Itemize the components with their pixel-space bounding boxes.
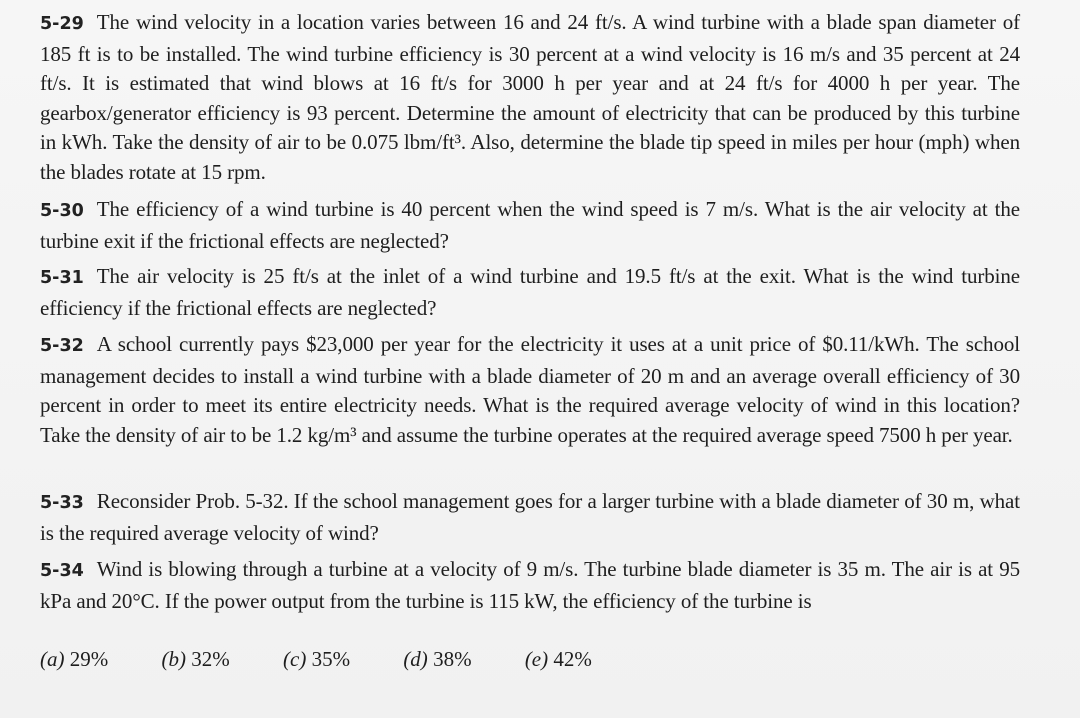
- problem-number: 5-33: [40, 493, 84, 513]
- choice-c: (c) 35%: [283, 647, 351, 671]
- choice-a: (a) 29%: [40, 647, 109, 671]
- problem-text: Wind is blowing through a turbine at a velocity of 9 m/s. The turbine blade diameter is 35 m. The air is at 95 kPa and 20°C. If the power output from the turbine is 115 kW, the efficiency of the turbine is: [40, 557, 1020, 613]
- problem-5-29: [40, 8, 1020, 187]
- problem-text: The air velocity is 25 ft/s at the inlet of a wind turbine and 19.5 ft/s at the exit. What is the wind turbine efficiency if the frictional effects are neglected?: [40, 264, 1020, 320]
- problem-5-31: [40, 262, 1020, 323]
- problem-number: 5-29: [40, 14, 84, 34]
- problem-number: 5-34: [40, 561, 84, 581]
- problem-text: Reconsider Prob. 5-32. If the school management goes for a larger turbine with a blade diameter of 30 m, what is the required average velocity of wind?: [40, 489, 1020, 545]
- problem-number: 5-30: [40, 201, 84, 221]
- problem-number: 5-32: [40, 336, 84, 356]
- problem-text: The efficiency of a wind turbine is 40 percent when the wind speed is 7 m/s. What is the air velocity at the turbine exit if the frictional effects are neglected?: [40, 197, 1020, 253]
- choice-d: (d) 38%: [403, 647, 472, 671]
- problem-5-33: [40, 487, 1020, 548]
- problem-number: 5-31: [40, 268, 84, 288]
- problem-5-32: [40, 330, 1020, 450]
- choice-b: (b) 32%: [161, 647, 230, 671]
- answer-choices: [40, 645, 640, 674]
- choice-e: (e) 42%: [524, 647, 592, 671]
- problem-5-30: [40, 195, 1020, 256]
- problem-text: A school currently pays $23,000 per year for the electricity it uses at a unit price of $0.11/kWh. The school management decides to install a wind turbine with a blade diameter of 20 m and an average overall efficiency of 30 percent in order to meet its entire electricity needs. What is the required average velocity of wind in this location? Take the density of air to be 1.2 kg/m³ and assume the turbine operates at the required average speed 7500 h per year.: [40, 332, 1020, 447]
- problem-text: The wind velocity in a location varies between 16 and 24 ft/s. A wind turbine with a blade span diameter of 185 ft is to be installed. The wind turbine efficiency is 30 percent at a wind velocity is 16 m/s and 35 percent at 24 ft/s. It is estimated that wind blows at 16 ft/s for 3000 h per year and at 24 ft/s for 4000 h per year. The gearbox/generator efficiency is 93 percent. Determine the amount of electricity that can be produced by this turbine in kWh. Take the density of air to be 0.075 lbm/ft³. Also, determine the blade tip speed in miles per hour (mph) when the blades rotate at 15 rpm.: [40, 10, 1020, 184]
- problem-5-34: [40, 555, 1020, 616]
